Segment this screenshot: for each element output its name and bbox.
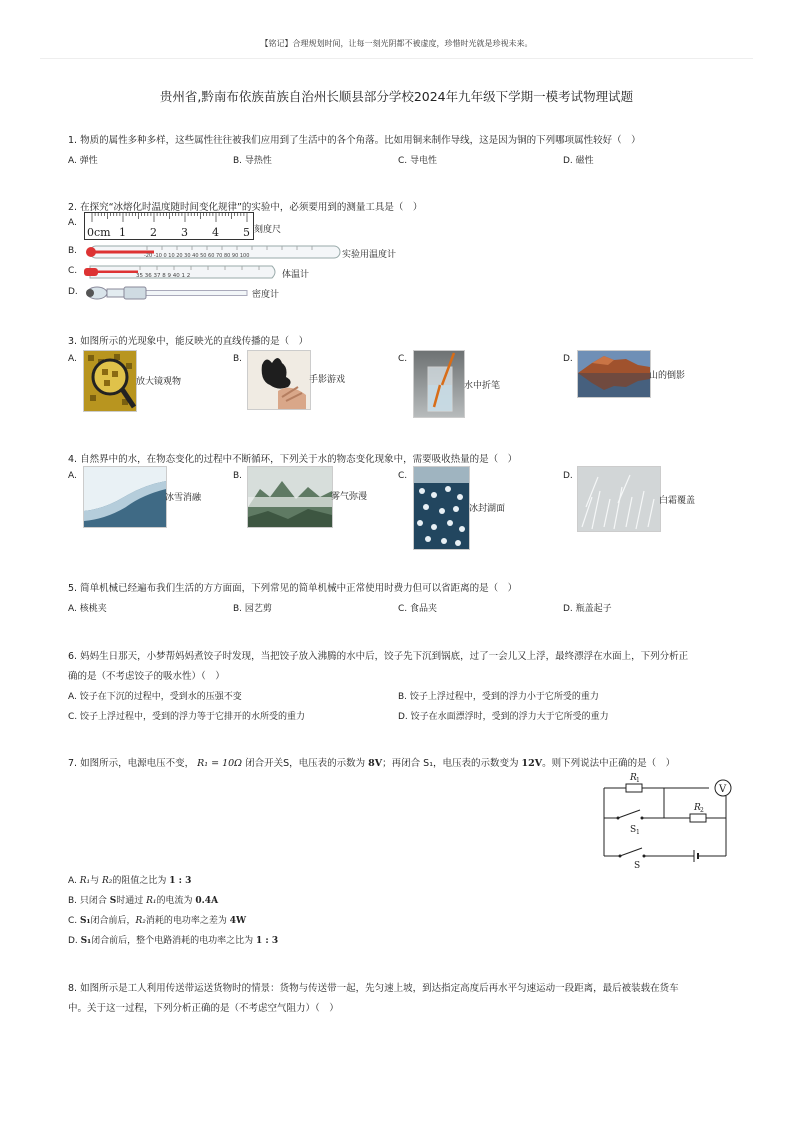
magnifier-photo <box>83 350 137 412</box>
q7-stem-a: 7. 如图所示，电源电压不变， <box>68 758 195 769</box>
q2-label-b: 实验用温度计 <box>342 250 397 260</box>
circuit-s1-sub: 1 <box>636 829 640 836</box>
q4-label-c: 冰封湖面 <box>469 504 506 514</box>
circuit-s: S <box>634 861 641 870</box>
q7-d-m1: S₁ <box>80 936 92 946</box>
q6-option-c[interactable]: C. 饺子上浮过程中，受到的浮力等于它排开的水所受的重力 <box>68 712 306 722</box>
circuit-r2: R <box>694 803 701 813</box>
body-thermo-scale: 35 36 37 8 9 40 1 2 <box>136 273 191 279</box>
q7-b-pre: B. 只闭合 <box>68 896 110 906</box>
q4-letter-d[interactable]: D. <box>563 471 573 481</box>
q8-stem-line1: 8. 如图所示是工人利用传送带运送货物时的情景：货物与传送带一起，先匀速上坡，到达指定高度后再水平匀速运动一段距离，最后被装载在货车 <box>68 983 679 994</box>
q4-letter-a[interactable]: A. <box>68 471 77 481</box>
q5-option-b[interactable]: B. 园艺剪 <box>233 604 272 614</box>
q7-b-m1: S <box>109 896 117 906</box>
circuit-s1: S <box>630 825 637 835</box>
q7-a-pre: A. <box>68 876 80 886</box>
q1-option-b[interactable]: B. 导热性 <box>233 156 272 166</box>
q7-d-value: 1 : 3 <box>255 936 279 946</box>
q3-label-a: 放大镜观物 <box>136 377 182 387</box>
melting-ice-photo <box>83 466 167 528</box>
q7-c-m1: S₁ <box>80 916 91 926</box>
q5-option-a[interactable]: A. 核桃夹 <box>68 604 107 614</box>
q1-option-a[interactable]: A. 弹性 <box>68 156 98 166</box>
q6-stem-line1: 6. 妈妈生日那天，小梦帮妈妈煮饺子时发现，当把饺子放入沸腾的水中后，饺子先下沉到锅底，过了一会儿又上浮，最终漂浮在水面上，下列分析正 <box>68 651 689 662</box>
q8-stem-line2: 中。关于这一过程，下列分析正确的是（不考虑空气阻力）（ ） <box>68 1003 339 1014</box>
q3-label-b: 手影游戏 <box>309 375 346 385</box>
q7-r1-equation: R₁ = 10Ω <box>197 758 243 769</box>
fog-mountain-photo <box>247 466 333 528</box>
q2-letter-b[interactable]: B. <box>68 246 78 256</box>
q7-b-post: 的电流为 <box>156 896 196 906</box>
q2-label-c: 体温计 <box>282 270 310 280</box>
q7-option-c[interactable] <box>68 913 246 926</box>
q2-letter-d[interactable]: D. <box>68 287 78 297</box>
q4-stem: 4. 自然界中的水，在物态变化的过程中不断循环，下列关于水的物态变化现象中，需要吸收热量的是（ ） <box>68 454 518 465</box>
q3-stem: 3. 如图所示的光现象中，能反映光的直线传播的是（ ） <box>68 336 309 347</box>
q7-b-m2: R₁ <box>146 896 157 906</box>
q7-a-mid: 与 <box>90 876 102 886</box>
lab-thermometer-image <box>82 243 342 261</box>
q7-voltage-1: 8V <box>368 758 383 769</box>
ruler-number-4: 4 <box>212 226 219 239</box>
ruler-number-1: 1 <box>119 226 126 239</box>
q7-option-d[interactable] <box>68 933 278 946</box>
q2-stem: 2. 在探究“冰熔化时温度随时间变化规律”的实验中，必须要用到的测量工具是（ ） <box>68 202 423 213</box>
q7-option-b[interactable] <box>68 893 218 906</box>
q7-c-m2: R₂ <box>135 916 146 926</box>
ruler-number-5: 5 <box>243 226 250 239</box>
q7-stem <box>68 755 675 769</box>
q3-letter-d[interactable]: D. <box>563 354 573 364</box>
q4-label-a: 冰雪消融 <box>165 493 202 503</box>
q7-c-pre: C. <box>68 916 81 926</box>
page-title: 贵州省,黔南布依族苗族自治州长顺县部分学校2024年九年级下学期一模考试物理试题 <box>159 89 634 104</box>
q1-stem: 1. 物质的属性多种多样，这些属性往往被我们应用到了生活中的各个角落。比如用铜来制作导线，这是因为铜的下列哪项属性较好（ ） <box>68 135 641 146</box>
q7-stem-b: 闭合开关S，电压表的示数为 <box>245 758 366 769</box>
q7-a-value: 1 : 3 <box>169 876 192 886</box>
q7-stem-d: 。则下列说法中正确的是（ ） <box>542 758 676 769</box>
bent-pencil-photo <box>413 350 465 418</box>
q1-option-d[interactable]: D. 磁性 <box>563 156 594 166</box>
circuit-voltmeter: V <box>719 784 727 795</box>
body-thermometer-image <box>80 263 280 281</box>
q7-d-mid: 闭合前后，整个电路消耗的电功率之比为 <box>91 936 256 946</box>
q3-letter-c[interactable]: C. <box>398 354 408 364</box>
q4-letter-b[interactable]: B. <box>233 471 243 481</box>
q6-option-a[interactable]: A. 饺子在下沉的过程中，受到水的压强不变 <box>68 692 242 702</box>
thermo-scale: -20 -10 0 10 20 30 40 50 60 70 80 90 100 <box>144 253 250 259</box>
q3-label-d: 山的倒影 <box>649 371 686 381</box>
motto-banner: 【铭记】合理规划时间，让每一刻光阴都不被虚度，珍惜时光就是珍视未来。 <box>260 39 533 48</box>
frost-photo <box>577 466 661 532</box>
q7-a-m2: R₂ <box>102 876 113 886</box>
q2-letter-c[interactable]: C. <box>68 266 78 276</box>
q2-letter-a[interactable]: A. <box>68 218 77 228</box>
hand-shadow-photo <box>247 350 311 410</box>
q7-b-value: 0.4A <box>195 896 219 906</box>
frozen-lake-photo <box>413 466 470 550</box>
q7-stem-c: ；再闭合 S₁，电压表的示数变为 <box>382 758 519 769</box>
q3-letter-b[interactable]: B. <box>233 354 243 364</box>
q2-label-a: 刻度尺 <box>254 225 282 235</box>
ruler-unit: 0cm <box>87 226 111 239</box>
q7-option-a[interactable] <box>68 873 191 886</box>
q3-label-c: 水中折笔 <box>464 381 501 391</box>
q7-voltage-2: 12V <box>521 758 543 769</box>
q7-d-pre: D. <box>68 936 81 946</box>
q6-option-b[interactable]: B. 饺子上浮过程中，受到的浮力小于它所受的重力 <box>398 692 599 702</box>
ruler-number-2: 2 <box>150 226 157 239</box>
ruler-number-3: 3 <box>181 226 188 239</box>
q7-c-value: 4W <box>229 916 247 926</box>
q5-stem: 5. 简单机械已经遍布我们生活的方方面面，下列常见的简单机械中正常使用时费力但可以省距离的是（ ） <box>68 583 518 594</box>
q3-letter-a[interactable]: A. <box>68 354 77 364</box>
q7-a-m1: R₁ <box>79 876 91 886</box>
header-divider <box>40 58 753 59</box>
q6-option-d[interactable]: D. 饺子在水面漂浮时，受到的浮力大于它所受的重力 <box>398 712 609 722</box>
q4-label-d: 白霜覆盖 <box>659 496 696 506</box>
circuit-diagram <box>598 770 733 870</box>
q7-a-post: 的阻值之比为 <box>112 876 170 886</box>
q5-option-c[interactable]: C. 食品夹 <box>398 604 438 614</box>
circuit-r2-sub: 2 <box>700 807 704 814</box>
q5-option-d[interactable]: D. 瓶盖起子 <box>563 604 612 614</box>
q2-label-d: 密度计 <box>252 290 280 300</box>
q1-option-c[interactable]: C. 导电性 <box>398 156 438 166</box>
q7-c-post: 消耗的电功率之差为 <box>145 916 230 926</box>
q4-letter-c[interactable]: C. <box>398 471 408 481</box>
q7-c-mid: 闭合前后， <box>90 916 136 926</box>
ruler-image <box>84 212 254 240</box>
q6-stem-line2: 确的是（不考虑饺子的吸水性）（ ） <box>68 671 225 682</box>
hydrometer-image <box>82 283 252 303</box>
circuit-r1: R <box>630 773 637 783</box>
q4-label-b: 雾气弥漫 <box>331 492 368 502</box>
q7-b-mid: 时通过 <box>116 896 147 906</box>
circuit-r1-sub: 1 <box>636 777 640 784</box>
mountain-reflection-photo <box>577 350 651 398</box>
